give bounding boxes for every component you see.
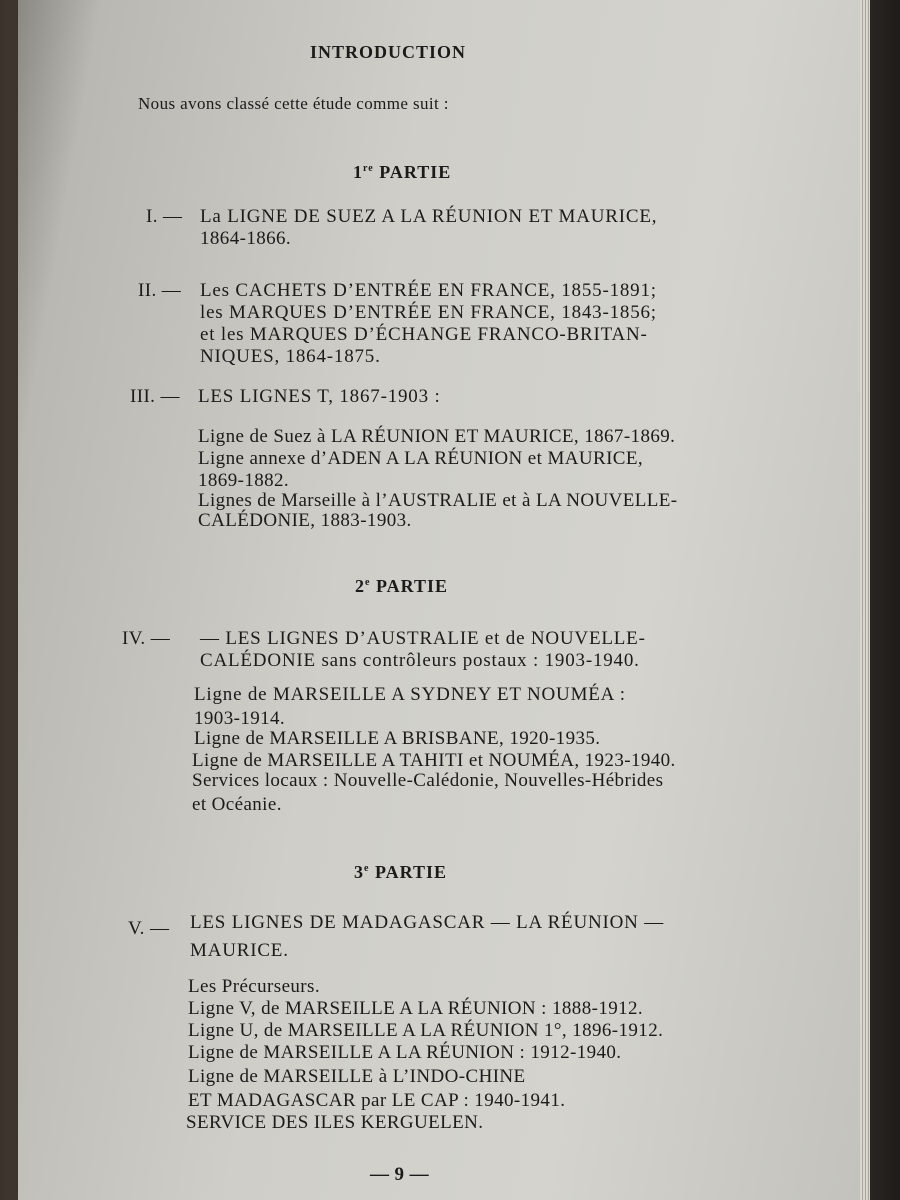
section-5-line: ET MADAGASCAR par LE CAP : 1940-1941. bbox=[188, 1090, 566, 1111]
section-4-line: et Océanie. bbox=[192, 794, 282, 815]
part-1-heading bbox=[353, 162, 451, 183]
section-1-line: La LIGNE DE SUEZ A LA RÉUNION ET MAURICE, bbox=[200, 206, 658, 227]
section-2-line: Les CACHETS D’ENTRÉE EN FRANCE, 1855-1891; bbox=[200, 280, 657, 301]
section-5-line: SERVICE DES ILES KERGUELEN. bbox=[186, 1112, 484, 1133]
section-2-line: les MARQUES D’ENTRÉE EN FRANCE, 1843-1856; bbox=[200, 302, 657, 323]
part-number: 2 bbox=[355, 576, 365, 596]
section-5-line: Ligne U, de MARSEILLE A LA RÉUNION 1°, 1896-1912. bbox=[188, 1020, 664, 1041]
section-4-line: Ligne de MARSEILLE A SYDNEY ET NOUMÉA : bbox=[194, 684, 626, 705]
section-5-line: Les Précurseurs. bbox=[188, 976, 320, 997]
section-3-line: Lignes de Marseille à l’AUSTRALIE et à LA NOUVELLE- bbox=[198, 490, 678, 511]
section-4-line: CALÉDONIE sans contrôleurs postaux : 1903-1940. bbox=[200, 650, 640, 671]
section-4-line: 1903-1914. bbox=[194, 708, 286, 729]
section-2-line: NIQUES, 1864-1875. bbox=[200, 346, 381, 367]
section-3-line: CALÉDONIE, 1883-1903. bbox=[198, 510, 412, 531]
section-5-line: LES LIGNES DE MADAGASCAR — LA RÉUNION — bbox=[190, 912, 665, 933]
section-4-line: Ligne de MARSEILLE A BRISBANE, 1920-1935. bbox=[194, 728, 601, 749]
page-number: — 9 — bbox=[370, 1164, 429, 1185]
page-title: INTRODUCTION bbox=[310, 42, 467, 62]
section-5-line: Ligne de MARSEILLE A LA RÉUNION : 1912-1940. bbox=[188, 1042, 622, 1063]
section-5-number: V. — bbox=[128, 918, 170, 939]
section-1-number: I. — bbox=[146, 206, 183, 227]
part-number: 1 bbox=[353, 162, 363, 182]
page-edge bbox=[860, 0, 870, 1200]
part-label: PARTIE bbox=[379, 162, 452, 182]
section-5-line: MAURICE. bbox=[190, 940, 289, 961]
section-2-number: II. — bbox=[138, 280, 182, 301]
section-4-number: IV. — bbox=[122, 628, 171, 649]
section-2-line: et les MARQUES D’ÉCHANGE FRANCO-BRITAN- bbox=[200, 324, 648, 345]
section-5-line: Ligne V, de MARSEILLE A LA RÉUNION : 1888-1912. bbox=[188, 998, 644, 1019]
part-number: 3 bbox=[354, 862, 364, 882]
part-ordinal: e bbox=[365, 577, 371, 588]
part-ordinal: e bbox=[364, 863, 370, 874]
section-1-line: 1864-1866. bbox=[200, 228, 292, 249]
section-3-line: 1869-1882. bbox=[198, 470, 290, 491]
part-3-heading bbox=[354, 862, 447, 883]
intro-sentence: Nous avons classé cette étude comme suit : bbox=[138, 94, 449, 113]
section-3-heading: LES LIGNES T, 1867-1903 : bbox=[198, 386, 441, 407]
book-page bbox=[18, 0, 860, 1200]
part-ordinal: re bbox=[363, 163, 374, 174]
section-4-line: Services locaux : Nouvelle-Calédonie, Nouvelles-Hébrides bbox=[192, 770, 664, 791]
section-4-line: Ligne de MARSEILLE A TAHITI et NOUMÉA, 1923-1940. bbox=[192, 750, 676, 771]
part-label: PARTIE bbox=[374, 862, 447, 882]
section-3-line: Ligne de Suez à LA RÉUNION ET MAURICE, 1867-1869. bbox=[198, 426, 676, 447]
part-2-heading bbox=[355, 576, 448, 597]
section-5-line: Ligne de MARSEILLE à L’INDO-CHINE bbox=[188, 1066, 526, 1087]
section-4-line: — LES LIGNES D’AUSTRALIE et de NOUVELLE- bbox=[200, 628, 646, 649]
section-3-number: III. — bbox=[130, 386, 180, 407]
section-3-line: Ligne annexe d’ADEN A LA RÉUNION et MAURICE, bbox=[198, 448, 644, 469]
part-label: PARTIE bbox=[375, 576, 448, 596]
